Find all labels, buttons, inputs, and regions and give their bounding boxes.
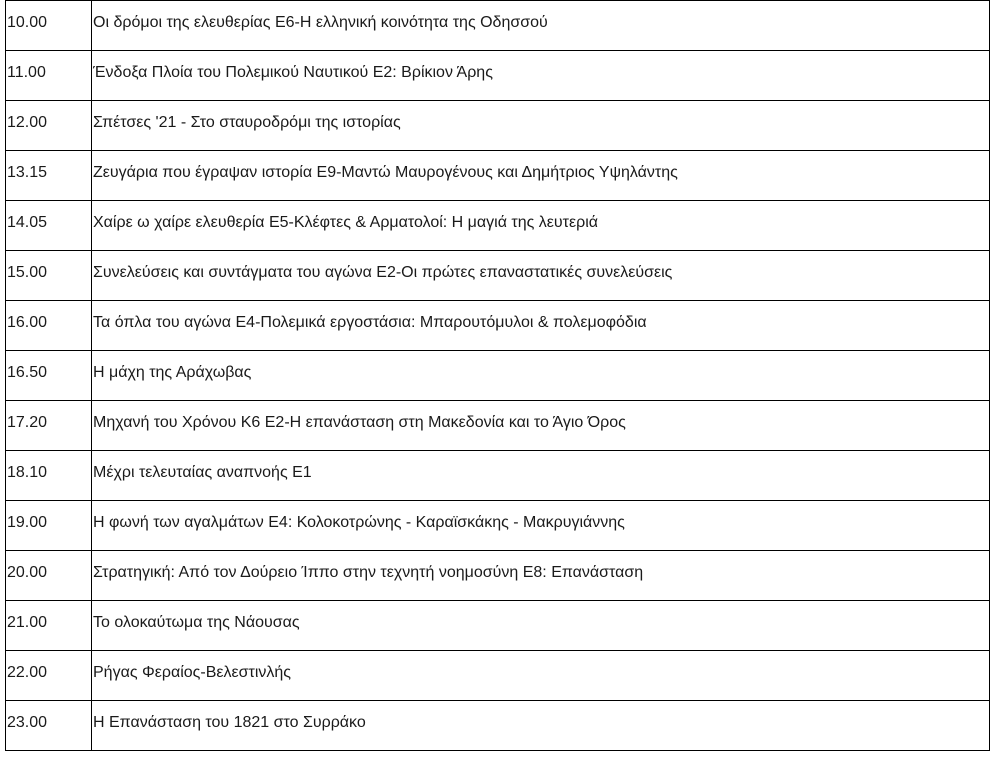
title-cell: Συνελεύσεις και συντάγματα του αγώνα Ε2-Οι πρώτες επαναστατικές συνελεύσεις xyxy=(92,251,990,301)
time-cell: 13.15 xyxy=(6,151,92,201)
table-row xyxy=(6,301,990,351)
table-row xyxy=(6,551,990,601)
title-cell: Ένδοξα Πλοία του Πολεμικού Ναυτικού Ε2: Βρίκιον Άρης xyxy=(92,51,990,101)
time-cell: 11.00 xyxy=(6,51,92,101)
time-cell: 19.00 xyxy=(6,501,92,551)
table-row xyxy=(6,401,990,451)
table-row xyxy=(6,151,990,201)
table-row xyxy=(6,701,990,751)
schedule-body xyxy=(6,1,990,751)
table-row xyxy=(6,451,990,501)
title-cell: Στρατηγική: Από τον Δούρειο Ίππο στην τεχνητή νοημοσύνη Ε8: Επανάσταση xyxy=(92,551,990,601)
title-cell: Μηχανή του Χρόνου Κ6 Ε2-Η επανάσταση στη Μακεδονία και το Άγιο Όρος xyxy=(92,401,990,451)
title-cell: Μέχρι τελευταίας αναπνοής Ε1 xyxy=(92,451,990,501)
table-row xyxy=(6,601,990,651)
table-row xyxy=(6,251,990,301)
title-cell: Η μάχη της Αράχωβας xyxy=(92,351,990,401)
table-row xyxy=(6,201,990,251)
time-cell: 16.50 xyxy=(6,351,92,401)
title-cell: Οι δρόμοι της ελευθερίας Ε6-Η ελληνική κοινότητα της Οδησσού xyxy=(92,1,990,51)
table-row xyxy=(6,101,990,151)
schedule-table xyxy=(5,0,990,751)
title-cell: Τα όπλα του αγώνα Ε4-Πολεμικά εργοστάσια: Μπαρουτόμυλοι & πολεμοφόδια xyxy=(92,301,990,351)
time-cell: 12.00 xyxy=(6,101,92,151)
table-row xyxy=(6,1,990,51)
time-cell: 23.00 xyxy=(6,701,92,751)
time-cell: 22.00 xyxy=(6,651,92,701)
table-row xyxy=(6,651,990,701)
time-cell: 16.00 xyxy=(6,301,92,351)
time-cell: 20.00 xyxy=(6,551,92,601)
title-cell: Ρήγας Φεραίος-Βελεστινλής xyxy=(92,651,990,701)
table-row xyxy=(6,351,990,401)
time-cell: 18.10 xyxy=(6,451,92,501)
title-cell: Ζευγάρια που έγραψαν ιστορία Ε9-Μαντώ Μαυρογένους και Δημήτριος Υψηλάντης xyxy=(92,151,990,201)
time-cell: 10.00 xyxy=(6,1,92,51)
time-cell: 14.05 xyxy=(6,201,92,251)
title-cell: Χαίρε ω χαίρε ελευθερία Ε5-Κλέφτες & Αρματολοί: Η μαγιά της λευτεριά xyxy=(92,201,990,251)
title-cell: Το ολοκαύτωμα της Νάουσας xyxy=(92,601,990,651)
table-row xyxy=(6,51,990,101)
title-cell: Σπέτσες '21 - Στο σταυροδρόμι της ιστορίας xyxy=(92,101,990,151)
time-cell: 17.20 xyxy=(6,401,92,451)
time-cell: 15.00 xyxy=(6,251,92,301)
title-cell: Η Επανάσταση του 1821 στο Συρράκο xyxy=(92,701,990,751)
title-cell: Η φωνή των αγαλμάτων Ε4: Κολοκοτρώνης - Καραϊσκάκης - Μακρυγιάννης xyxy=(92,501,990,551)
table-row xyxy=(6,501,990,551)
time-cell: 21.00 xyxy=(6,601,92,651)
